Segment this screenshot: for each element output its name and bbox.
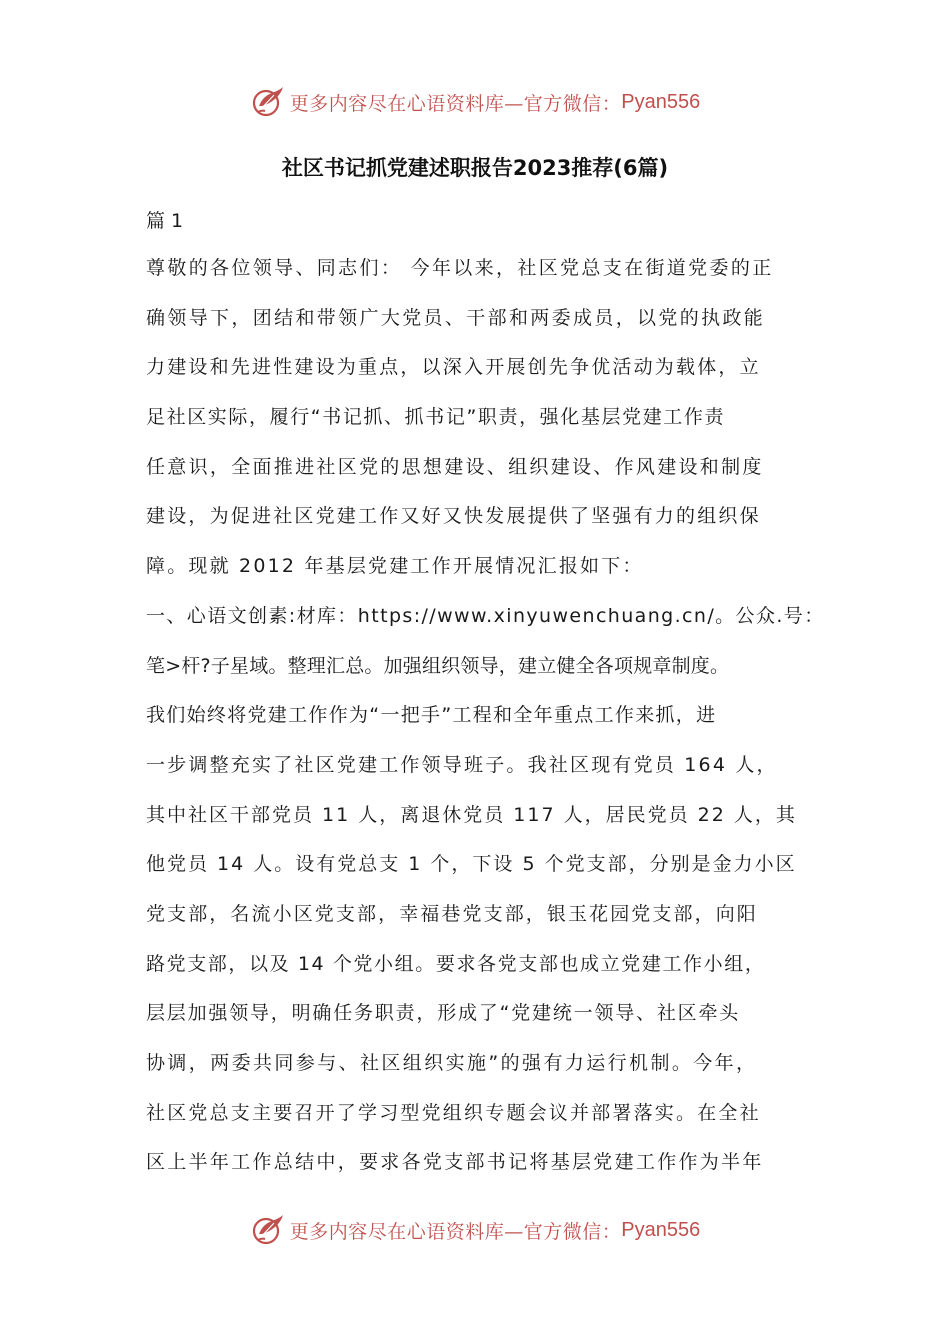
- body-line: 党支部，名流小区党支部，幸福巷党支部，银玉花园党支部，向阳: [146, 902, 758, 925]
- header-watermark-banner: [0, 80, 950, 124]
- body-line: 区上半年工作总结中，要求各党支部书记将基层党建工作作为半年: [146, 1151, 764, 1174]
- footer-watermark-banner: [0, 1208, 950, 1252]
- wechat-id: Pyan556: [621, 90, 701, 113]
- body-line: 一步调整充实了社区党建工作领导班子。我社区现有党员 164 人，: [146, 753, 778, 776]
- quill-pen-seal-icon: [250, 84, 286, 120]
- body-line: 力建设和先进性建设为重点，以深入开展创先争优活动为载体，立: [146, 356, 761, 379]
- body-line: 其中社区干部党员 11 人，离退休党员 117 人，居民党员 22 人，其: [146, 803, 797, 826]
- body-line: 障。现就 2012 年基层党建工作开展情况汇报如下：: [146, 555, 644, 578]
- body-line: 一、心语文创素:材库：https://www.xinyuwenchuang.cn/。公众.号：: [146, 604, 825, 627]
- body-line: 任意识，全面推进社区党的思想建设、组织建设、作风建设和制度: [146, 455, 764, 478]
- quill-pen-seal-icon: [250, 1212, 286, 1248]
- body-line: 他党员 14 人。设有党总支 1 个，下设 5 个党支部，分别是金力小区: [146, 853, 797, 876]
- body-line: 协调，两委共同参与、社区组织实施”的强有力运行机制。今年，: [146, 1052, 758, 1074]
- banner-text: 更多内容尽在心语资料库—官方微信：: [289, 92, 622, 115]
- body-text: [146, 244, 825, 1188]
- body-line: 社区党总支主要召开了学习型党组织专题会议并部署落实。在全社: [146, 1101, 761, 1124]
- document-title: 社区书记抓党建述职报告2023推荐(6篇): [281, 156, 669, 180]
- body-line: 路党支部，以及 14 个党小组。要求各党支部也成立党建工作小组，: [146, 952, 766, 975]
- body-line: 笔>杆?子星域。整理汇总。加强组织领导，建立健全各项规章制度。: [146, 654, 730, 677]
- body-line: 层层加强领导，明确任务职责，形成了“党建统一领导、社区牵头: [146, 1002, 741, 1025]
- body-line: 尊敬的各位领导、同志们： 今年以来，社区党总支在街道党委的正: [146, 257, 774, 279]
- section-heading: 篇 1: [146, 210, 184, 232]
- body-line: 足社区实际，履行“书记抓、抓书记”职责，强化基层党建工作责: [146, 406, 726, 429]
- body-line: 我们始终将党建工作作为“一把手”工程和全年重点工作来抓，进: [146, 704, 717, 727]
- body-line: 确领导下，团结和带领广大党员、干部和两委成员，以党的执政能: [146, 306, 766, 329]
- banner-text: 更多内容尽在心语资料库—官方微信：: [289, 1220, 622, 1243]
- body-line: 建设，为促进社区党建工作又好又快发展提供了坚强有力的组织保: [146, 505, 761, 528]
- wechat-id: Pyan556: [621, 1218, 701, 1241]
